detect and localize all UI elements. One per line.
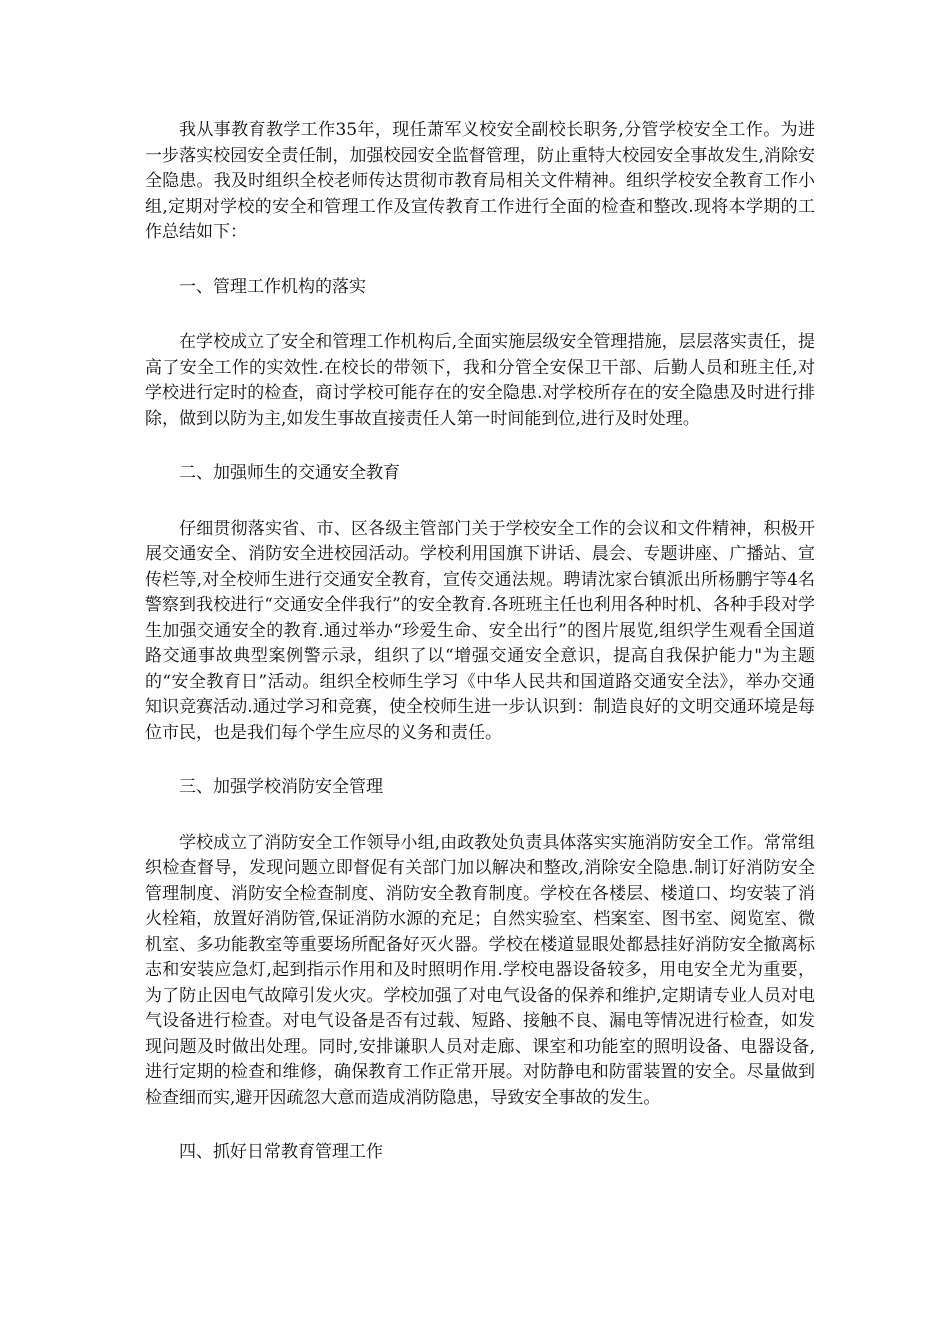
document-page [145,118,815,1166]
section-3-heading: 三、加强学校消防安全管理 [179,777,383,797]
intro-paragraph: 我从事教育教学工作35年，现任萧军义校安全副校长职务,分管学校安全工作。为进一步落实校园安全责任制，加强校园安全监督管理，防止重特大校园安全事故发生,消除安全隐患。我及时组织全校老师传达贯彻市教育局相关文件精神。组织学校安全教育工作小组,定期对学校的安全和管理工作及宣传教育工作进行全面的检查和整改.现将本学期的工作总结如下： [145,120,815,242]
spacer [145,300,815,330]
spacer [145,246,815,275]
spacer [145,1111,815,1140]
section-1-body: 在学校成立了安全和管理工作机构后,全面实施层级安全管理措施，层层落实责任，提高了安全工作的实效性.在校长的带领下，我和分管全安保卫干部、后勤人员和班主任,对学校进行定时的检查，商讨学校可能存在的安全隐患.对学校所存在的安全隐患及时进行排除，做到以防为主,如发生事故直接责任人第一时间能到位,进行及时处理。 [145,332,815,429]
section-4-heading: 四、抓好日常教育管理工作 [179,1142,383,1162]
section-2-heading: 二、加强师生的交通安全教育 [179,463,400,483]
section-3-body: 学校成立了消防安全工作领导小组,由政教处负责具体落实实施消防安全工作。常常组织检查督导，发现问题立即督促有关部门加以解决和整改,消除安全隐患.制订好消防安全管理制度、消防安全检查制度、消防安全教育制度。学校在各楼层、楼道口、均安装了消火栓箱，放置好消防管,保证消防水源的充足；自然实验室、档案室、图书室、阅览室、微机室、多功能教室等重要场所配备好灭火器。学校在楼道显眼处都悬挂好消防安全撤离标志和安装应急灯,起到指示作用和及时照明作用.学校电器设备较多，用电安全尤为重要，为了防止因电气故障引发火灾。学校加强了对电气设备的保养和维护,定期请专业人员对电气设备进行检查。对电气设备是否有过载、短路、接触不良、漏电等情况进行检查，如发现问题及时做出处理。同时,安排谦职人员对走廊、课室和功能室的照明设备、电器设备,进行定期的检查和维修，确保教育工作正常开展。对防静电和防雷装置的安全。尽量做到检查细而实,避开因疏忽大意而造成消防隐患，导致安全事故的发生。 [145,832,815,1108]
section-1-heading: 一、管理工作机构的落实 [179,276,366,297]
spacer [145,487,815,517]
spacer [145,432,815,461]
spacer [145,801,815,831]
section-2-body: 仔细贯彻落实省、市、区各级主管部门关于学校安全工作的会议和文件精神，积极开展交通安全、消防安全进校园活动。学校利用国旗下讲话、晨会、专题讲座、广播站、宣传栏等,对全校师生进行交通安全教育，宣传交通法规。聘请沈家台镇派出所杨鹏宇等4名警察到我校进行“交通安全伴我行”的安全教育.各班班主任也利用各种时机、各种手段对学生加强交通安全的教育.通过举办“珍爱生命、安全出行”的图片展览,组织学生观看全国道路交通事故典型案例警示录，组织了以“增强交通安全意识，提高自我保护能力"为主题的“安全教育日”活动。组织全校师生学习《中华人民共和国道路交通安全法》，举办交通知识竞赛活动.通过学习和竞赛，使全校师生进一步认识到：制造良好的文明交通环境是每位市民，也是我们每个学生应尽的义务和责任。 [145,518,815,743]
spacer [145,746,815,775]
